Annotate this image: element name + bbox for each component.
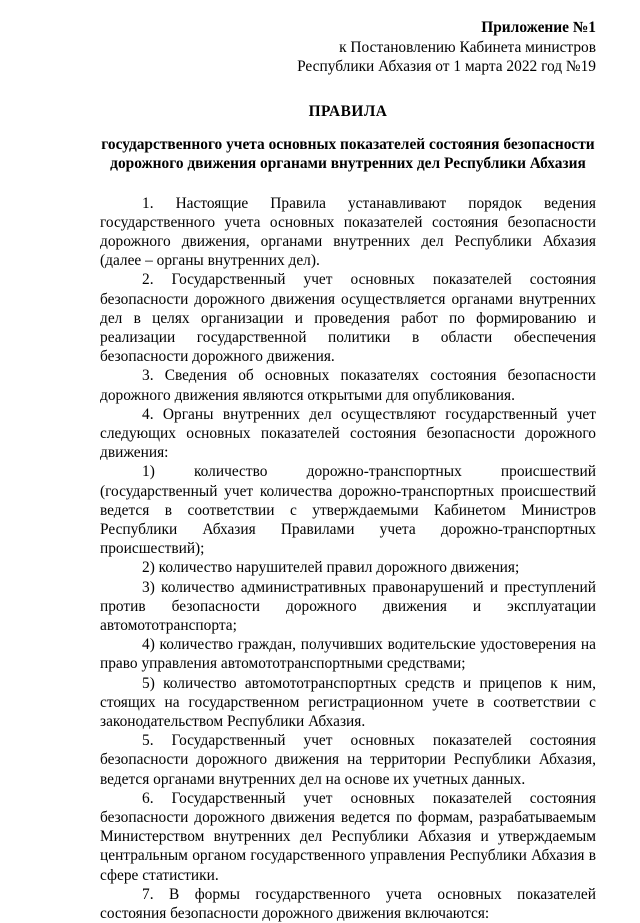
- paragraph-5: 5. Государственный учет основных показателей состояния безопасности дорожного движения на территории Республики Абхазия, ведется органами внутренних дел на основе их учетных данных.: [100, 731, 596, 789]
- document-subtitle: государственного учета основных показателей состояния безопасности дорожного движения органами внутренних дел Республики Абхазия: [100, 135, 596, 174]
- paragraph-1: 1. Настоящие Правила устанавливают порядок ведения государственного учета основных показателей состояния безопасности дорожного движения, органами внутренних дел Республики Абхазия (далее – органы внутренних дел).: [100, 194, 596, 271]
- document-title: ПРАВИЛА: [100, 103, 596, 121]
- paragraph-2: 2. Государственный учет основных показателей состояния безопасности дорожного движения осуществляется органами внутренних дел в целях организации и проведения работ по формированию и реализации государственной политики в области обеспечения безопасности дорожного движения.: [100, 270, 596, 366]
- document-body: [100, 194, 596, 923]
- list-item-2: 2) количество нарушителей правил дорожного движения;: [100, 558, 596, 577]
- annex-line-1: к Постановлению Кабинета министров: [100, 38, 596, 58]
- annex-line-2: Республики Абхазия от 1 марта 2022 год №19: [100, 57, 596, 77]
- list-item-5: 5) количество автомототранспортных средств и прицепов к ним, стоящих на государственном регистрационном учете в соответствии с законодательством Республики Абхазия.: [100, 674, 596, 732]
- list-item-1: 1) количество дорожно-транспортных происшествий (государственный учет количества дорожно-транспортных происшествий ведется в соответствии с утверждаемыми Кабинетом Министров Республики Абхазия Правилами учета дорожно-транспортных происшествий);: [100, 462, 596, 558]
- paragraph-7: 7. В формы государственного учета основных показателей состояния безопасности дорожного движения включаются:: [100, 885, 596, 923]
- paragraph-6: 6. Государственный учет основных показателей состояния безопасности дорожного движения ведется по формам, разрабатываемым Министерством внутренних дел Республики Абхазия и утверждаемым центральным органом государственного управления Республики Абхазия в сфере статистики.: [100, 789, 596, 885]
- list-item-3: 3) количество административных правонарушений и преступлений против безопасности дорожного движения и эксплуатации автомототранспорта;: [100, 578, 596, 636]
- annex-block: [100, 18, 596, 77]
- annex-title: Приложение №1: [100, 18, 596, 38]
- paragraph-4: 4. Органы внутренних дел осуществляют государственный учет следующих основных показателей состояния безопасности дорожного движения:: [100, 405, 596, 463]
- list-item-4: 4) количество граждан, получивших водительские удостоверения на право управления автомототранспортными средствами;: [100, 635, 596, 673]
- paragraph-3: 3. Сведения об основных показателях состояния безопасности дорожного движения являются открытыми для опубликования.: [100, 366, 596, 404]
